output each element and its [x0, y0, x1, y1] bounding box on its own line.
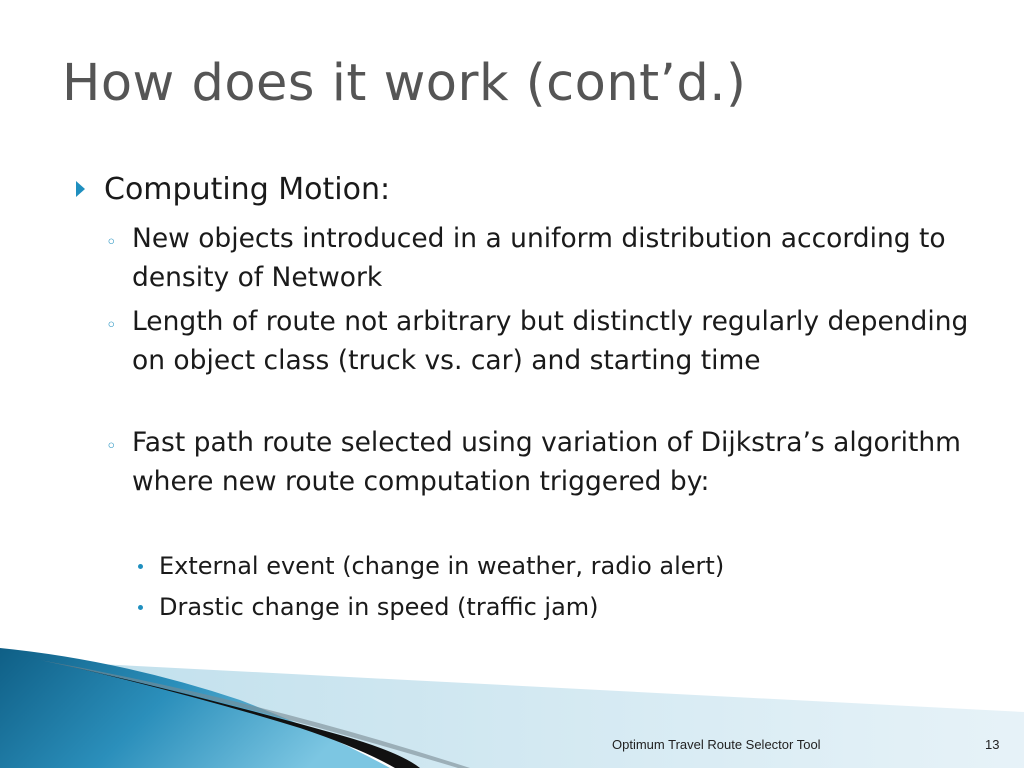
triangle-bullet-icon [76, 181, 85, 197]
page-number: 13 [985, 737, 1000, 752]
bullet-level2-item: Length of route not arbitrary but distinctly regularly depending on object class (truck vs. car) and starting time [132, 306, 969, 376]
circle-bullet-icon: ◦ [106, 436, 117, 457]
dot-bullet-icon [138, 605, 143, 610]
bullet-level2-item: New objects introduced in a uniform distribution according to density of Network [132, 223, 946, 293]
bullet-level3-item: External event (change in weather, radio alert) [159, 552, 725, 580]
bullet-level1-computing-motion: Computing Motion: [104, 172, 391, 207]
bullet-level3-item: Drastic change in speed (traffic jam) [159, 593, 599, 621]
footer-title: Optimum Travel Route Selector Tool [612, 737, 821, 752]
circle-bullet-icon: ◦ [106, 315, 117, 336]
bullet-level2-item: Fast path route selected using variation of Dijkstra’s algorithm where new route computation triggered by: [132, 427, 961, 497]
slide-title: How does it work (cont’d.) [62, 54, 747, 113]
circle-bullet-icon: ◦ [106, 232, 117, 253]
dot-bullet-icon [138, 564, 143, 569]
